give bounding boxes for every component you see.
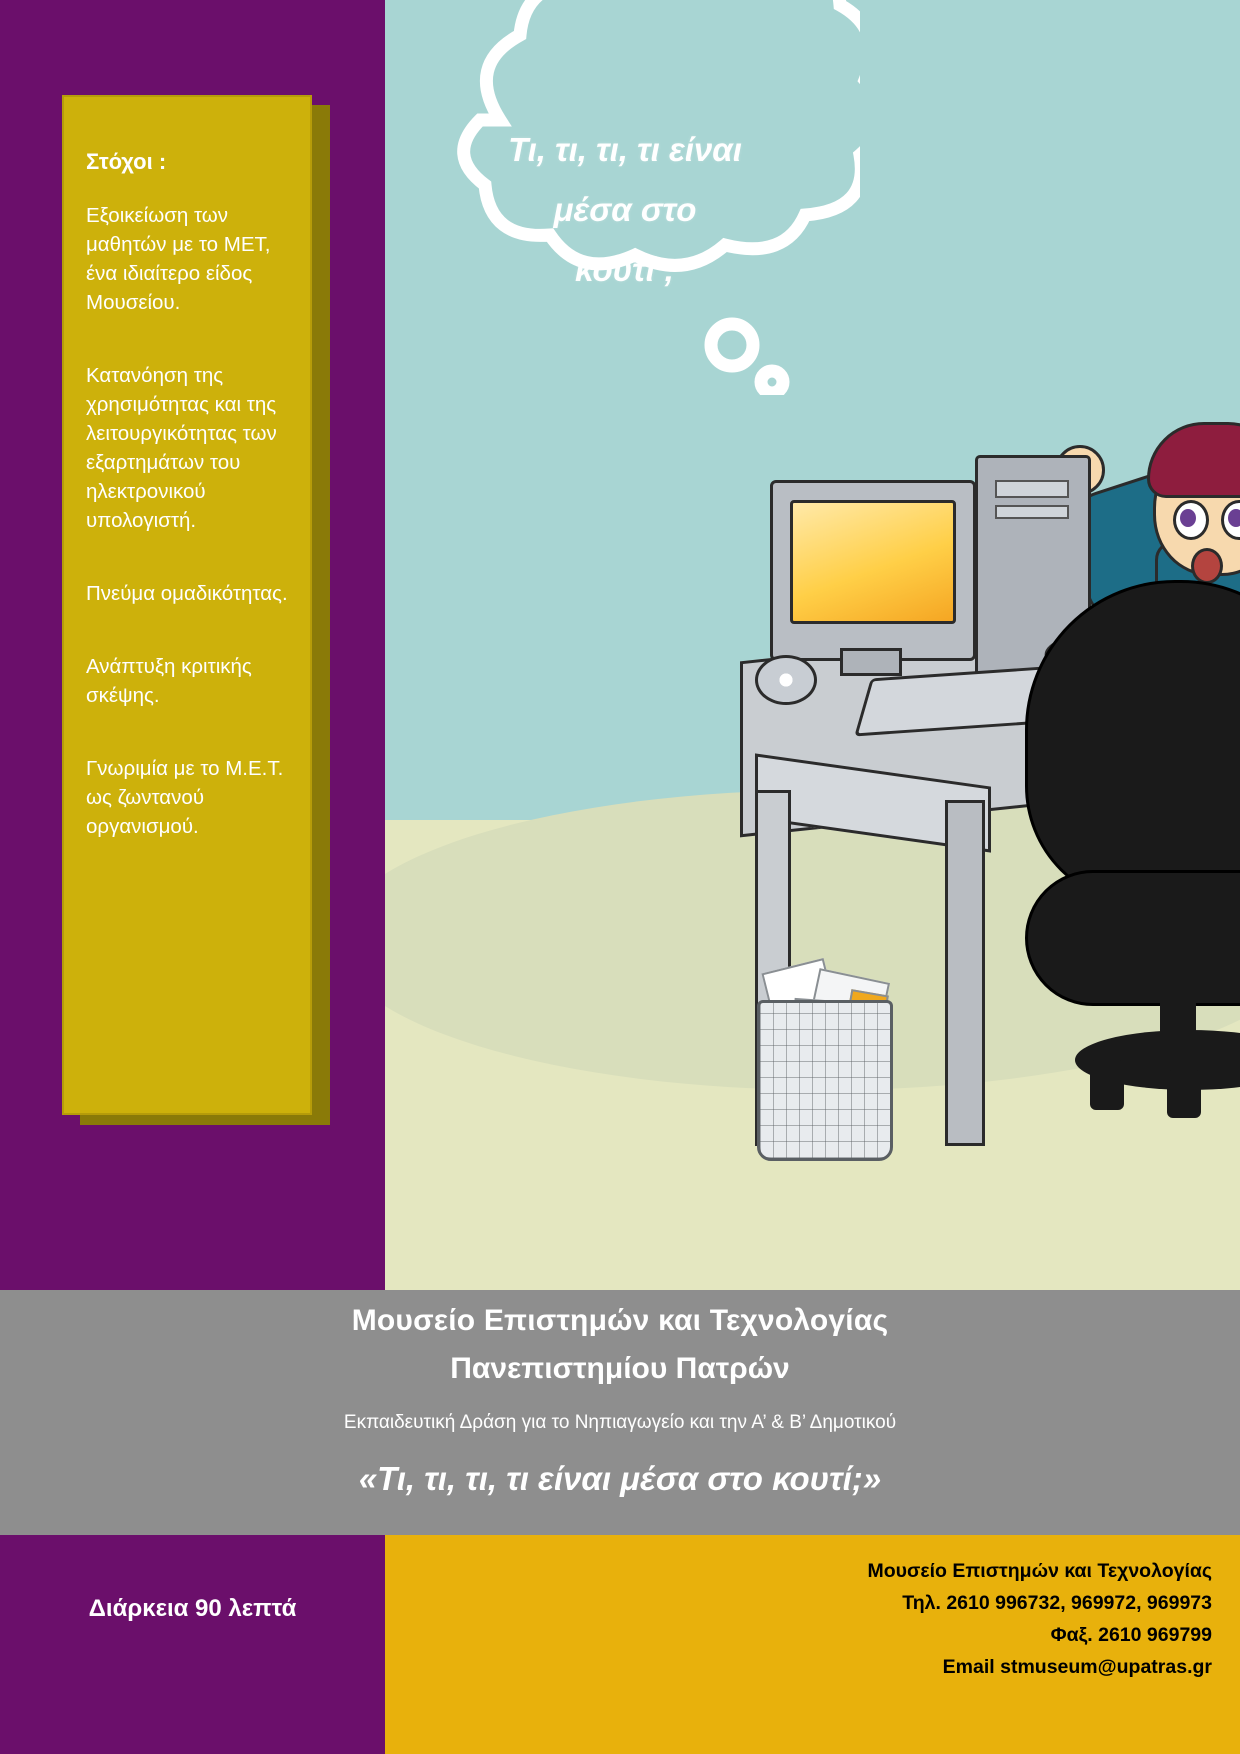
footer-purple-panel [0, 1535, 385, 1754]
contact-line-3: Φαξ. 2610 969799 [1050, 1624, 1212, 1646]
program-quote-title: «Τι, τι, τι, τι είναι μέσα στο κουτί;» [358, 1460, 882, 1497]
waste-basket [757, 1000, 893, 1161]
thought-bubble-text [390, 120, 860, 300]
program-subtitle: Εκπαιδευτική Δράση για το Νηπιαγωγείο και την Α’ & Β’ Δημοτικού [343, 1412, 897, 1433]
goals-item-5: Γνωριμία με το Μ.Ε.Τ. ως ζωντανού οργανισμού. [86, 757, 284, 838]
contact-line-4: Email stmuseum@upatras.gr [942, 1656, 1212, 1678]
duration-label: Διάρκεια 90 λεπτά [88, 1595, 297, 1622]
goals-item-2: Κατανόηση της χρησιμότητας και της λειτουργικότητας των εξαρτημάτων του ηλεκτρονικού υπολογιστή. [86, 364, 277, 532]
tower-drive-bay-lower [995, 505, 1069, 519]
chair-caster-left [1090, 1060, 1124, 1110]
museum-title-line1: Μουσείο Επιστημών και Τεχνολογίας [351, 1304, 889, 1337]
goals-item-3: Πνεύμα ομαδικότητας. [86, 582, 288, 605]
footer-section [0, 1535, 1240, 1754]
goals-box [62, 95, 312, 1115]
boy-pupil-right [1228, 509, 1240, 527]
cd-disc [755, 655, 817, 705]
thought-line-2: μέσα στο [553, 191, 697, 228]
title-band [0, 1290, 1240, 1535]
contact-info [512, 1555, 1212, 1683]
tower-drive-bay-upper [995, 480, 1069, 498]
boy-pupil-left [1180, 509, 1196, 527]
monitor-screen [790, 500, 956, 624]
monitor-stand [840, 648, 902, 676]
goals-item-4: Ανάπτυξη κριτικής σκέψης. [86, 655, 252, 707]
museum-title-line2: Πανεπιστημίου Πατρών [450, 1352, 790, 1385]
thought-line-1: Τι, τι, τι, τι είναι [508, 131, 742, 168]
thought-bubble [390, 0, 860, 395]
contact-line-1: Μουσείο Επιστημών και Τεχνολογίας [867, 1560, 1212, 1582]
goals-item-1: Εξοικείωση των μαθητών με το ΜΕΤ, ένα ιδιαίτερο είδος Μουσείου. [86, 204, 271, 314]
thought-line-3: κουτί ; [575, 251, 675, 288]
chair-seat [1025, 870, 1240, 1006]
boy-mouth [1191, 548, 1223, 584]
desk-leg-right [945, 800, 985, 1146]
contact-line-2: Τηλ. 2610 996732, 969972, 969973 [902, 1592, 1212, 1614]
chair-caster-center [1167, 1070, 1201, 1118]
goals-title: Στόχοι : [86, 149, 167, 174]
